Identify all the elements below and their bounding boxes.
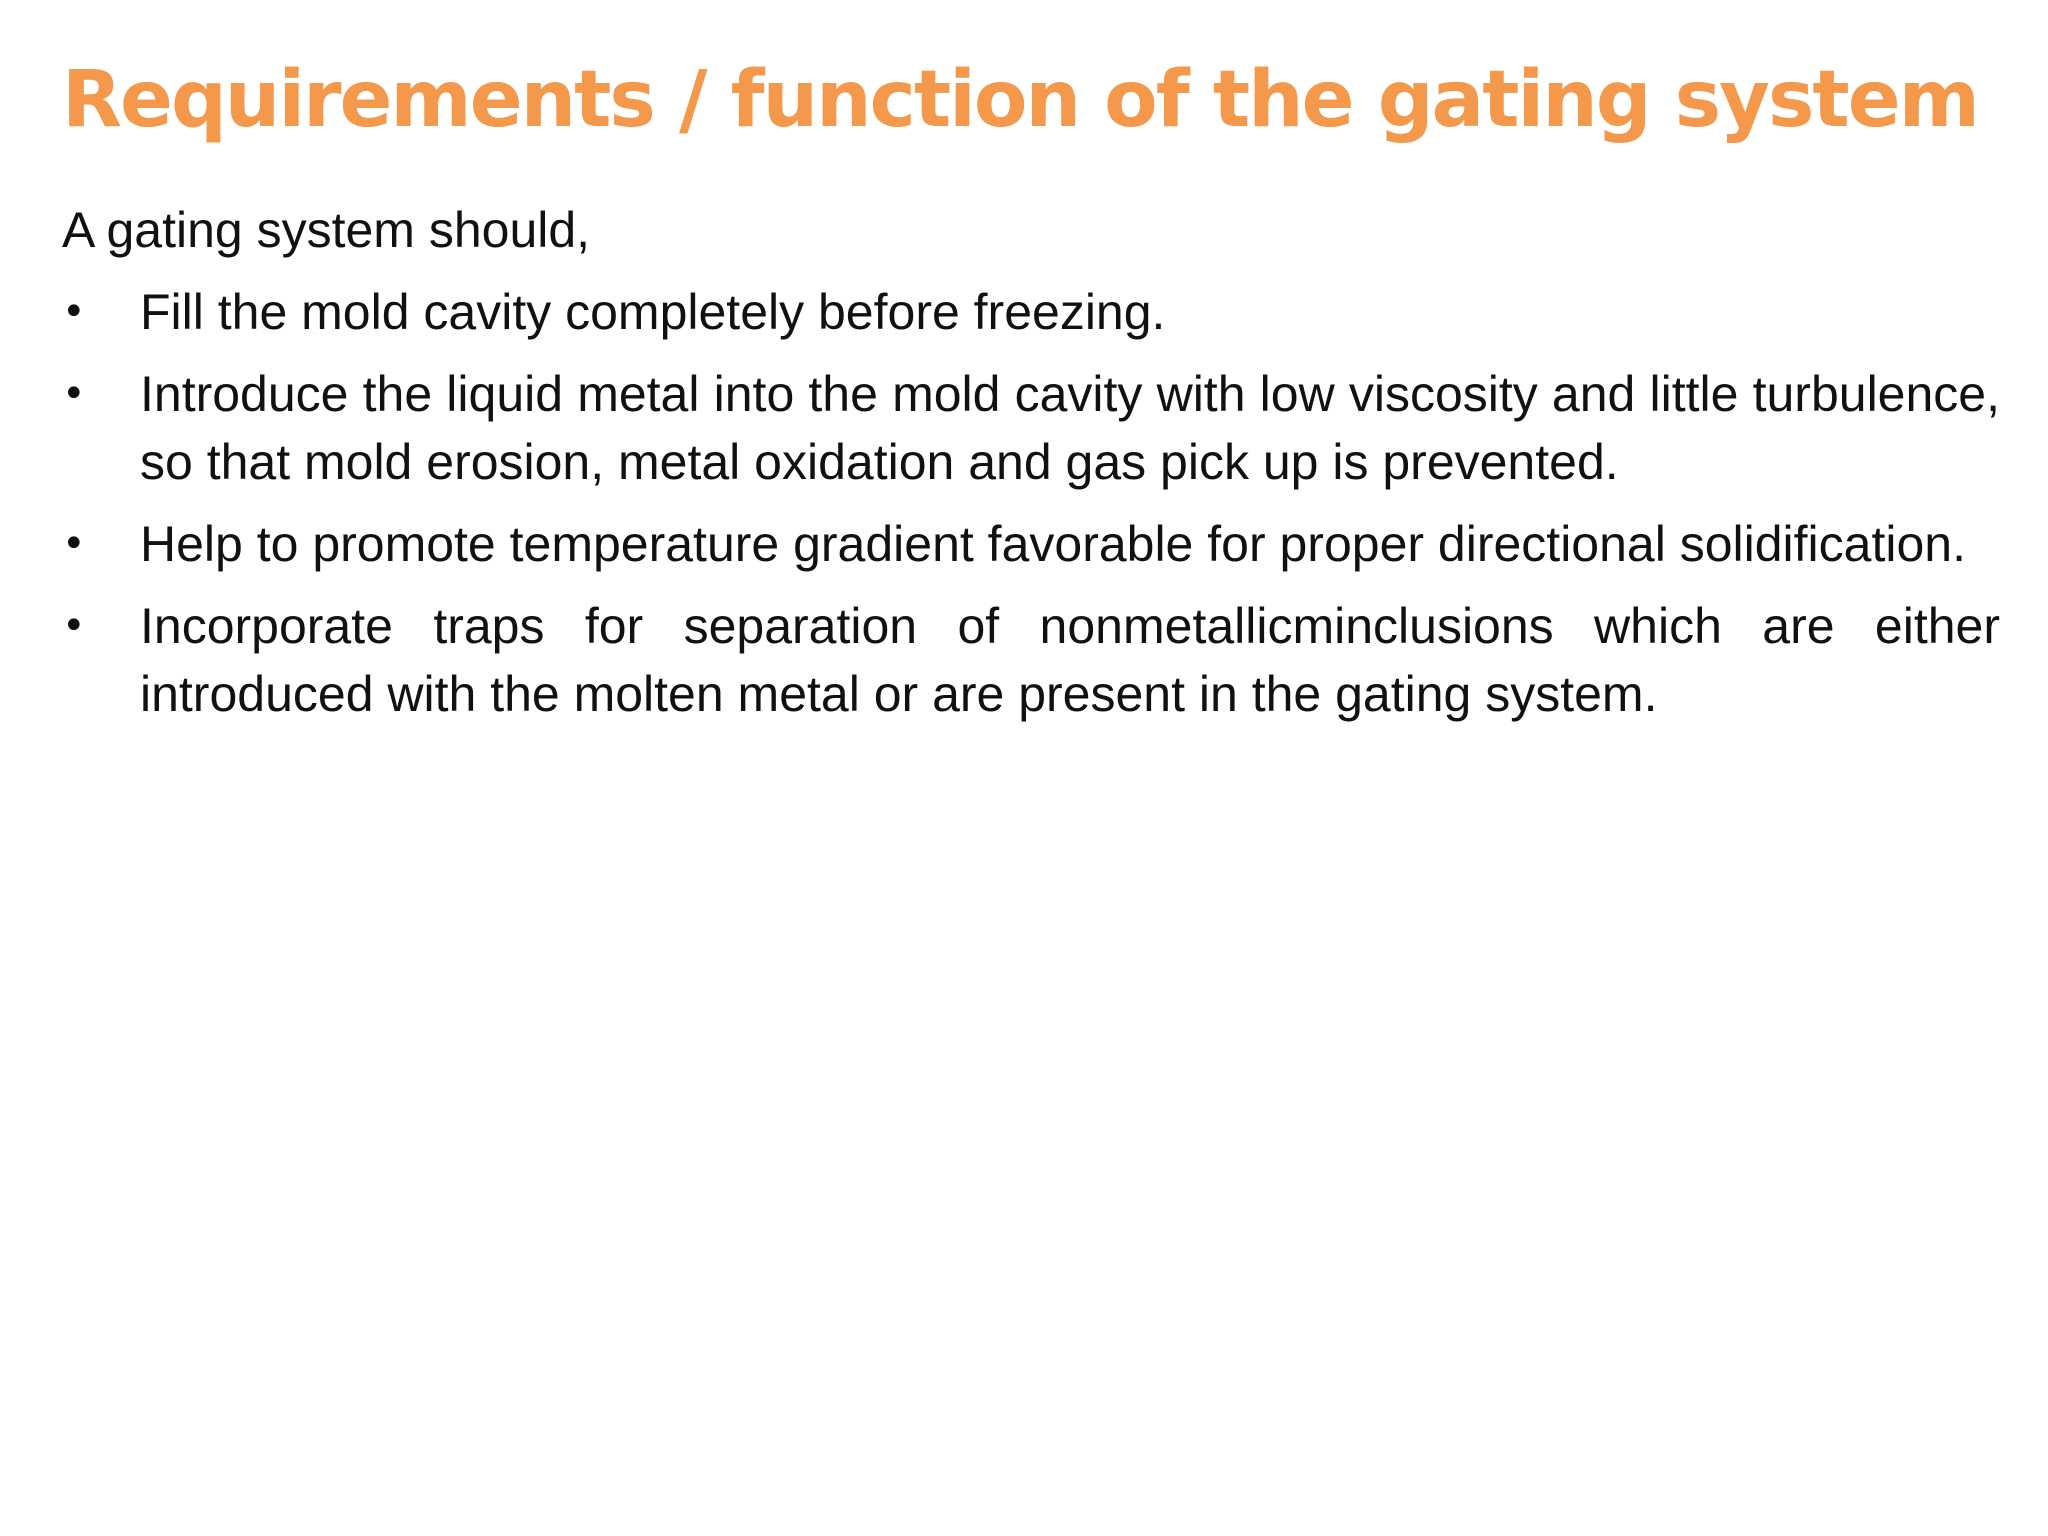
list-item — [62, 360, 2000, 496]
bullet-text: Incorporate traps for separation of nonmetallicminclusions which are either introduced with the molten metal or are present in the gating system. — [140, 598, 2000, 722]
slide-title: Requirements / function of the gating system — [62, 55, 1978, 145]
list-item — [62, 278, 2000, 346]
bullet-list — [62, 278, 2000, 728]
bullet-text: Help to promote temperature gradient favorable for proper directional solidification. — [140, 516, 1966, 572]
bullet-text: Introduce the liquid metal into the mold cavity with low viscosity and little turbulence, so that mold erosion, metal oxidation and gas pick up is prevented. — [140, 366, 2000, 490]
list-item — [62, 510, 2000, 578]
bullet-text: Fill the mold cavity completely before freezing. — [140, 284, 1166, 340]
bullet-icon: • — [62, 521, 86, 567]
list-item — [62, 592, 2000, 728]
intro-text: A gating system should, — [62, 202, 591, 258]
bullet-icon: • — [62, 289, 86, 335]
slide-body — [62, 196, 2000, 742]
bullet-icon: • — [62, 371, 86, 417]
bullet-icon: • — [62, 603, 86, 649]
